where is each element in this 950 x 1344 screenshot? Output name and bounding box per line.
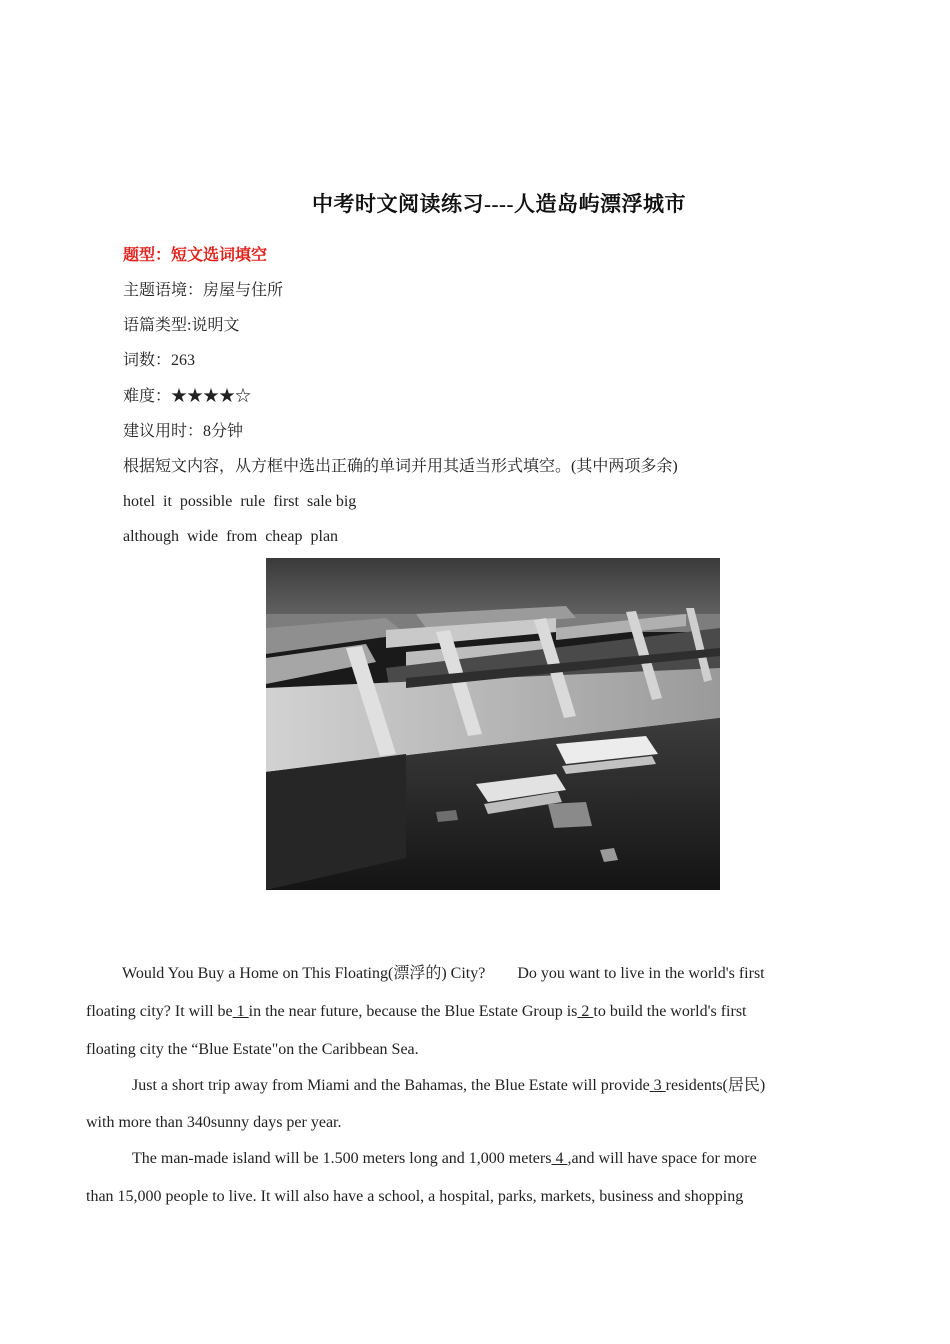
passage-line-3: floating city the “Blue Estate"on the Caribbean Sea. [86,1041,419,1058]
question-type: 题型：短文选词填空 [123,247,268,264]
passage-text: to build the world's first [593,1003,747,1020]
page-title: 中考时文阅读练习----人造岛屿漂浮城市 [312,192,686,216]
passage-line-7: than 15,000 people to live. It will also have a school, a hospital, parks, markets, business and shopping [86,1188,744,1205]
passage-text: floating city? It will be [86,1003,233,1020]
blank-2: 2 [577,1003,594,1020]
text-genre: 语篇类型:说明文 [123,317,240,334]
word-bank-row-2: although wide from cheap plan [123,528,339,545]
blank-1: 1 [232,1003,249,1020]
suggested-time: 建议用时：8分钟 [123,423,244,440]
passage-line-1: Would You Buy a Home on This Floating(漂浮的) City? Do you want to live in the world's first [122,965,765,982]
passage-line-5: with more than 340sunny days per year. [86,1114,342,1131]
word-bank-row-1: hotel it possible rule first sale big [123,493,357,510]
blank-4: 4 [551,1150,568,1167]
blank-3: 3 [649,1077,666,1094]
passage-text: The man-made island will be 1.500 meters long and 1,000 meters [132,1150,552,1167]
floating-city-rendering-icon [266,558,720,890]
passage-text: ,and will have space for more [567,1150,757,1167]
instruction: 根据短文内容，从方框中选出正确的单词并用其适当形式填空。(其中两项多余) [123,458,678,475]
passage-text: Just a short trip away from Miami and the Bahamas, the Blue Estate will provide [132,1077,650,1094]
passage-line-4 [132,1076,765,1096]
passage-text: in the near future, because the Blue Estate Group is [248,1003,578,1020]
topic-context: 主题语境：房屋与住所 [123,282,284,299]
difficulty-rating: 难度：★★★★☆ [123,388,252,405]
passage-text: residents(居民) [665,1077,766,1094]
passage-line-6 [132,1149,757,1169]
word-count: 词数：263 [123,352,196,369]
passage-line-2 [86,1002,747,1022]
